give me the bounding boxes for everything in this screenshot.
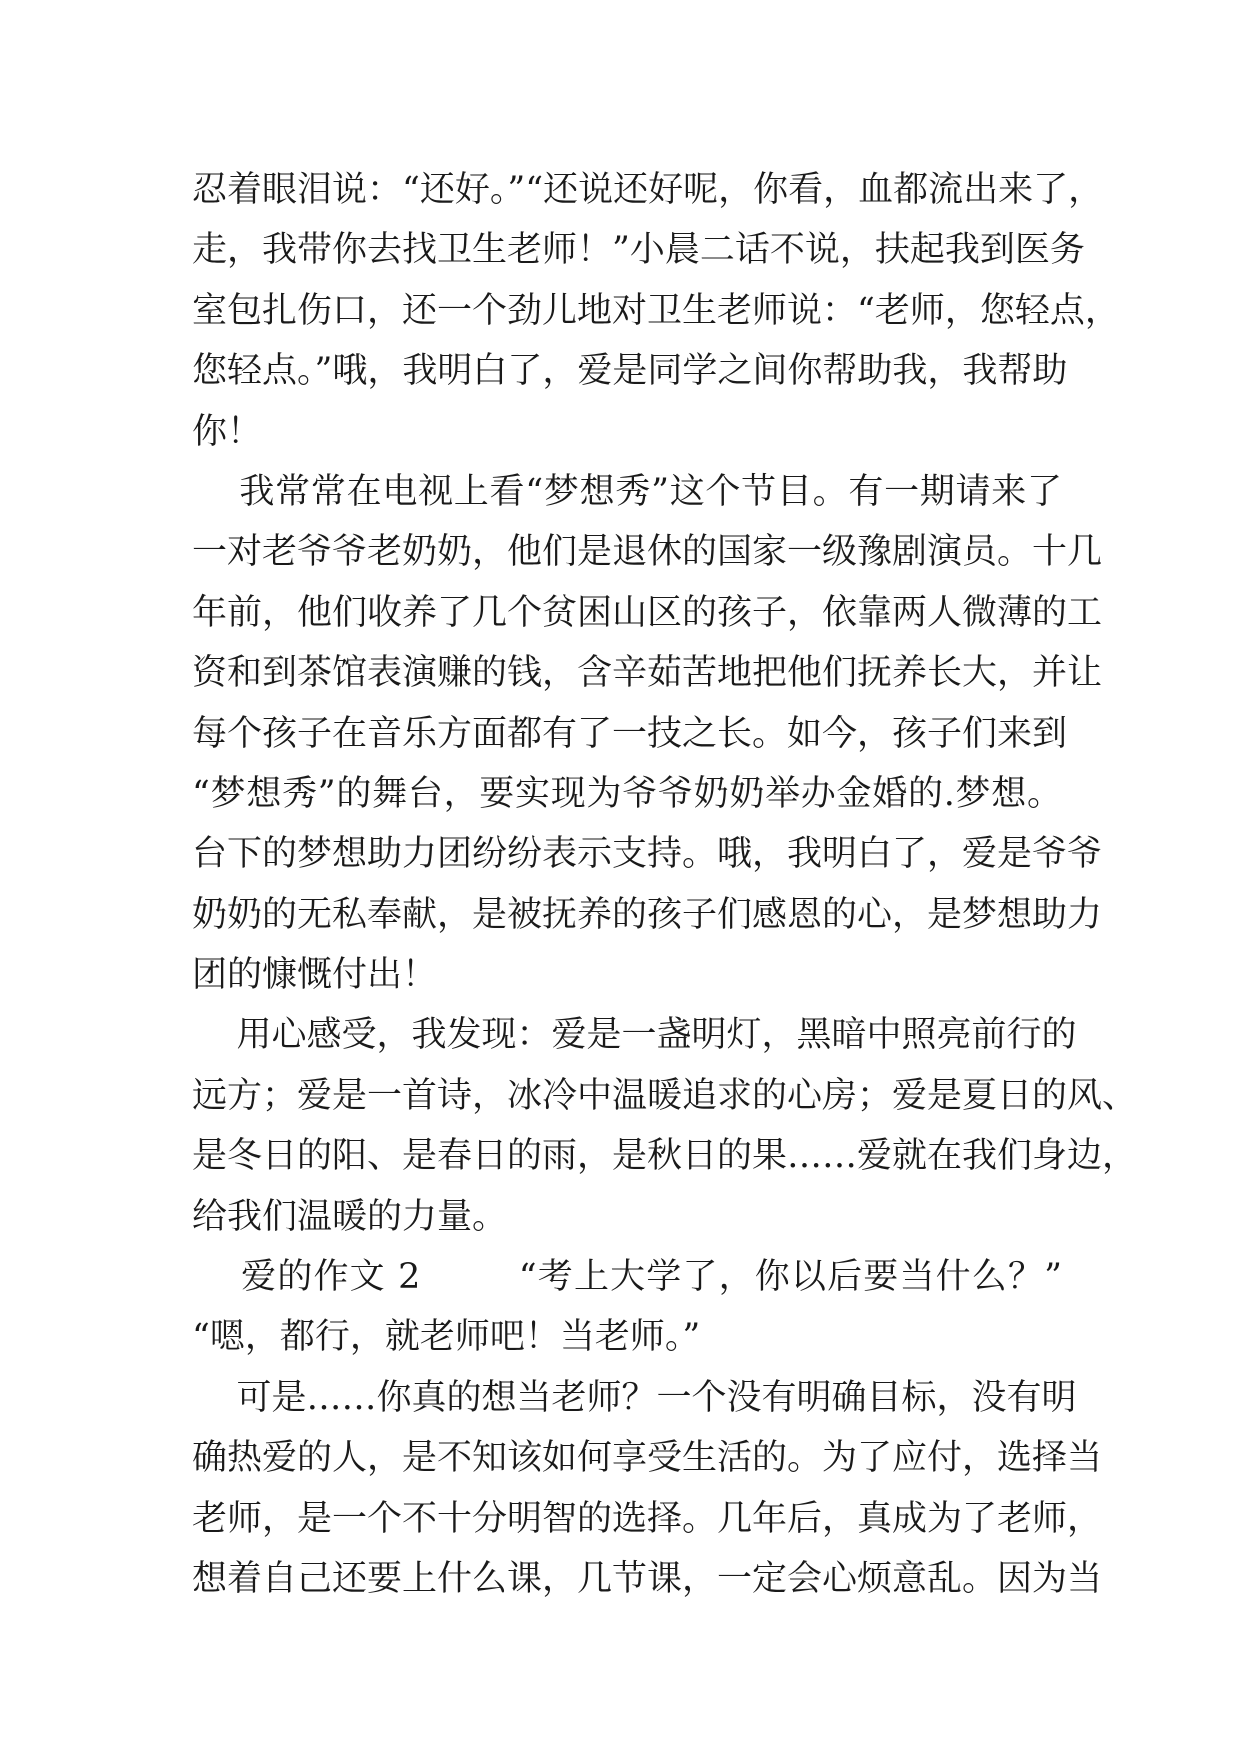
text-line: 爱的作文 2 “考上大学了，你以后要当什么？” bbox=[192, 1257, 1062, 1298]
text-line: 可是……你真的想当老师？一个没有明确目标，没有明 bbox=[192, 1377, 1077, 1418]
text-line: 走，我带你去找卫生老师！”小晨二话不说，扶起我到医务 bbox=[192, 230, 1085, 271]
text-line: 老师，是一个不十分明智的选择。几年后，真成为了老师， bbox=[192, 1498, 1103, 1539]
text-line: 奶奶的无私奉献，是被抚养的孩子们感恩的心，是梦想助力 bbox=[192, 894, 1103, 935]
text-line: 一对老爷爷老奶奶，他们是退休的国家一级豫剧演员。十几 bbox=[192, 532, 1103, 573]
text-line: 你！ bbox=[192, 411, 263, 452]
text-line: 我常常在电视上看“梦想秀”这个节目。有一期请来了 bbox=[192, 471, 1062, 512]
text-line: 想着自己还要上什么课，几节课，一定会心烦意乱。因为当 bbox=[192, 1558, 1103, 1599]
text-line: 您轻点。”哦，我明白了，爱是同学之间你帮助我，我帮助 bbox=[192, 351, 1068, 392]
text-line: 每个孩子在音乐方面都有了一技之长。如今，孩子们来到 bbox=[192, 713, 1068, 754]
text-line: 远方；爱是一首诗，冰冷中温暖追求的心房；爱是夏日的风、 bbox=[192, 1075, 1138, 1116]
text-line: 是冬日的阳、是春日的雨，是秋日的果……爱就在我们身边， bbox=[192, 1136, 1138, 1177]
text-line: 台下的梦想助力团纷纷表示支持。哦，我明白了，爱是爷爷 bbox=[192, 834, 1103, 875]
text-line: 给我们温暖的力量。 bbox=[192, 1196, 508, 1237]
document-body bbox=[192, 160, 1138, 1609]
text-line: 确热爱的人，是不知该如何享受生活的。为了应付，选择当 bbox=[192, 1438, 1103, 1479]
text-line: 用心感受，我发现：爱是一盏明灯，黑暗中照亮前行的 bbox=[192, 1015, 1077, 1056]
text-line: 团的慷慨付出！ bbox=[192, 955, 438, 996]
text-line: “梦想秀”的舞台，要实现为爷爷奶奶举办金婚的.梦想。 bbox=[192, 773, 1062, 814]
text-line: 资和到茶馆表演赚的钱，含辛茹苦地把他们抚养长大，并让 bbox=[192, 653, 1103, 694]
text-line: 室包扎伤口，还一个劲儿地对卫生老师说：“老师，您轻点， bbox=[192, 290, 1120, 331]
text-line: “嗯，都行，就老师吧！当老师。” bbox=[192, 1317, 701, 1358]
text-line: 年前，他们收养了几个贫困山区的孩子，依靠两人微薄的工 bbox=[192, 592, 1103, 633]
text-line: 忍着眼泪说：“还好。”“还说还好呢，你看，血都流出来了， bbox=[192, 170, 1104, 210]
